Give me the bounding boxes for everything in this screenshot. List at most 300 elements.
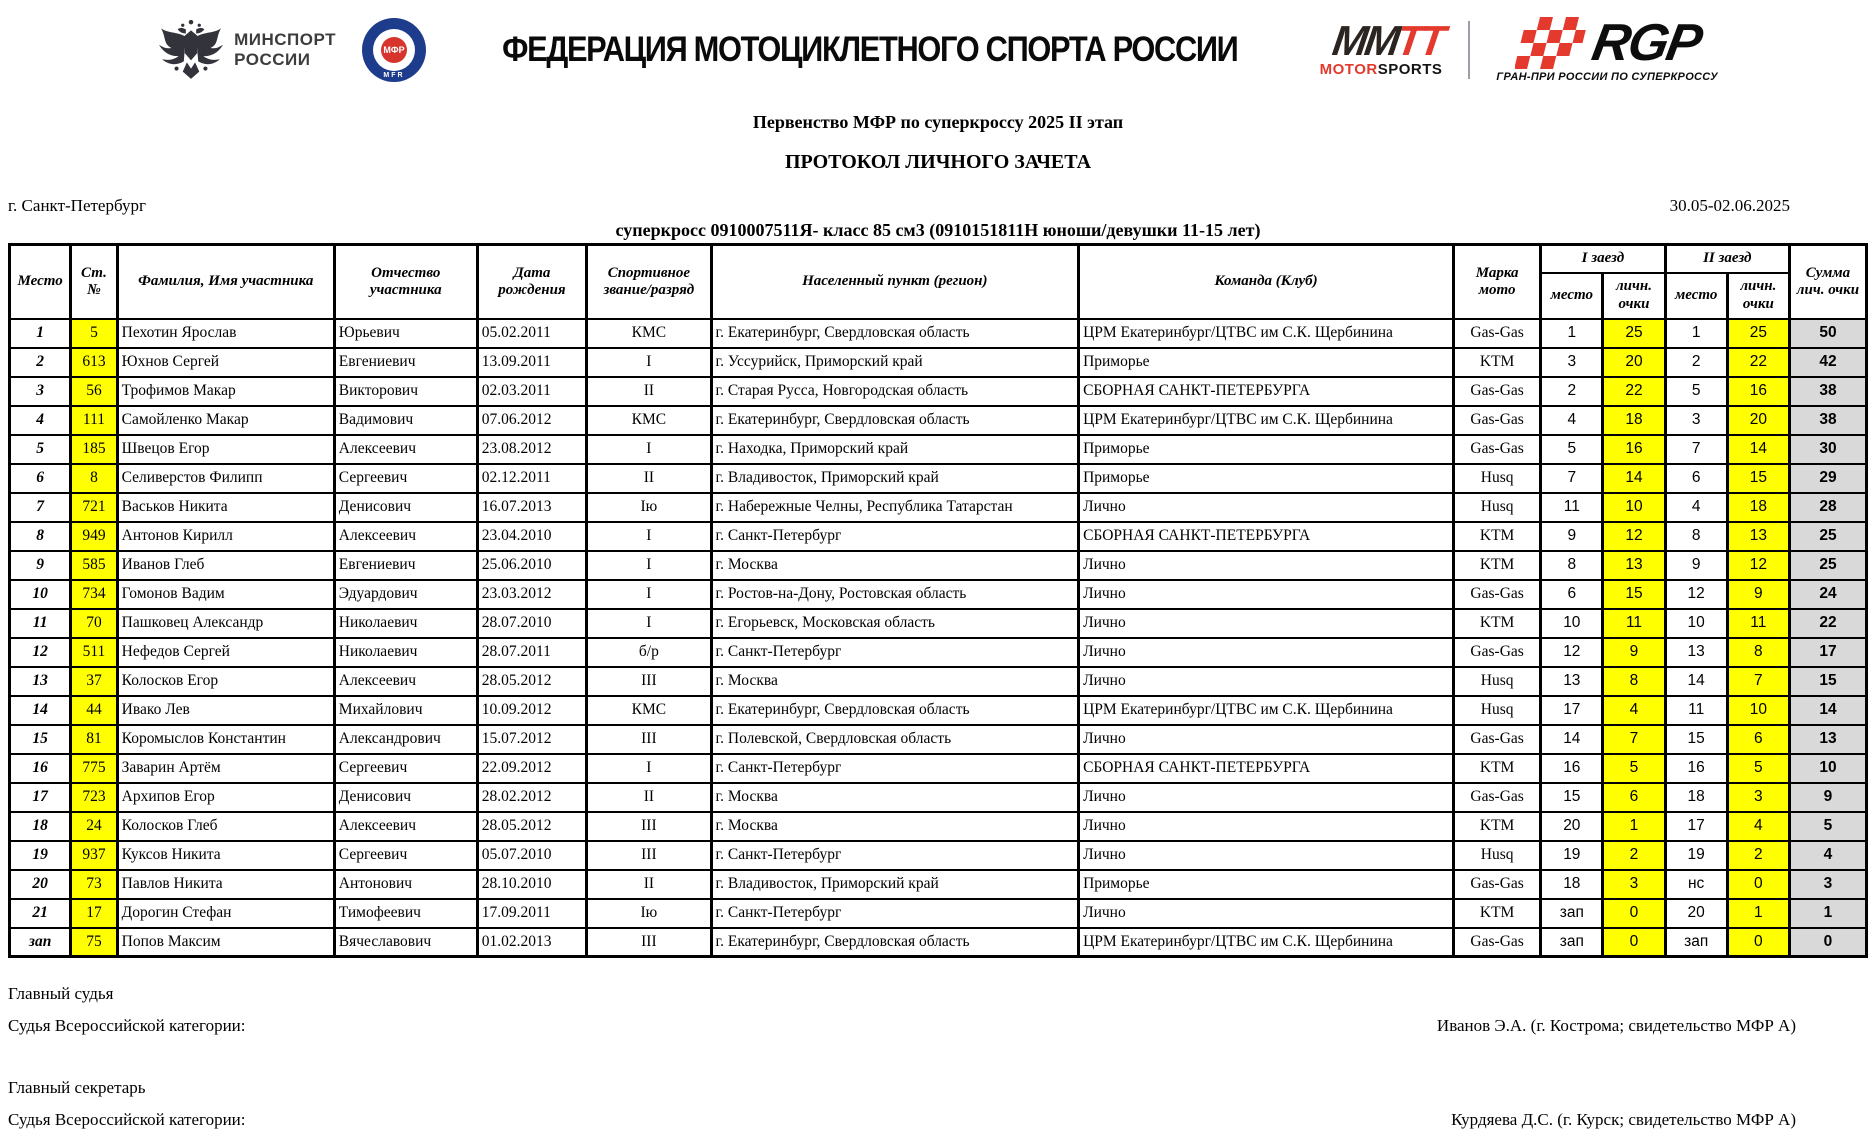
- cell-place: 13: [10, 667, 71, 696]
- cell-rank: Iю: [587, 899, 711, 928]
- cell-dob: 15.07.2012: [477, 725, 587, 754]
- cell-team: Лично: [1079, 812, 1454, 841]
- cell-team: ЦРМ Екатеринбург/ЦТВС им С.К. Щербинина: [1079, 696, 1454, 725]
- cell-r1_place: 3: [1541, 348, 1603, 377]
- result-row: [10, 377, 1867, 406]
- chief-judge-title: Главный судья: [8, 984, 114, 1003]
- cell-rank: III: [587, 841, 711, 870]
- cell-r2_place: 20: [1665, 899, 1727, 928]
- result-row: [10, 841, 1867, 870]
- cell-dob: 07.06.2012: [477, 406, 587, 435]
- cell-moto: KTM: [1454, 609, 1541, 638]
- mfr-logo-latin: MFR: [383, 72, 405, 79]
- chief-judge-line: [0, 1016, 1876, 1036]
- cell-patronymic: Алексеевич: [334, 522, 477, 551]
- cell-r2_pts: 0: [1727, 928, 1789, 957]
- cell-num: 56: [71, 377, 117, 406]
- minsport-label: МИНСПОРТ РОССИИ: [234, 30, 336, 69]
- chief-judge-category-label: Судья Всероссийской категории:: [8, 1016, 246, 1035]
- cell-patronymic: Викторович: [334, 377, 477, 406]
- cell-place: 15: [10, 725, 71, 754]
- results-tbody: [10, 319, 1867, 957]
- cell-moto: Gas-Gas: [1454, 319, 1541, 348]
- cell-rank: I: [587, 435, 711, 464]
- cell-r1_place: 15: [1541, 783, 1603, 812]
- cell-patronymic: Алексеевич: [334, 435, 477, 464]
- cell-r1_pts: 16: [1603, 435, 1665, 464]
- cell-r1_pts: 11: [1603, 609, 1665, 638]
- col-header-patronymic: Отчество участника: [334, 245, 477, 319]
- cell-r1_place: зап: [1541, 899, 1603, 928]
- cell-name: Попов Максим: [117, 928, 334, 957]
- cell-num: 937: [71, 841, 117, 870]
- cell-rank: I: [587, 551, 711, 580]
- cell-rank: КМС: [587, 406, 711, 435]
- cell-rank: КМС: [587, 319, 711, 348]
- col-header-dob: Дата рождения: [477, 245, 587, 319]
- cell-name: Самойленко Макар: [117, 406, 334, 435]
- cell-moto: Husq: [1454, 493, 1541, 522]
- cell-moto: Gas-Gas: [1454, 377, 1541, 406]
- cell-r2_pts: 0: [1727, 870, 1789, 899]
- cell-place: 19: [10, 841, 71, 870]
- chief-judge-name: Иванов Э.А. (г. Кострома; свидетельство МФР А): [1436, 1016, 1796, 1035]
- cell-team: Лично: [1079, 899, 1454, 928]
- cell-r1_pts: 7: [1603, 725, 1665, 754]
- cell-name: Дорогин Стефан: [117, 899, 334, 928]
- cell-city: г. Ростов-на-Дону, Ростовская область: [711, 580, 1079, 609]
- cell-place: 4: [10, 406, 71, 435]
- cell-r1_pts: 22: [1603, 377, 1665, 406]
- cell-city: г. Набережные Челны, Республика Татарстан: [711, 493, 1079, 522]
- cell-num: 75: [71, 928, 117, 957]
- col-header-place: Место: [10, 245, 71, 319]
- result-row: [10, 551, 1867, 580]
- minsport-logo: [158, 17, 336, 83]
- mmt-sports-text: SPORTS: [1377, 60, 1443, 78]
- cell-r2_place: 6: [1665, 464, 1727, 493]
- cell-rank: II: [587, 464, 711, 493]
- cell-city: г. Владивосток, Приморский край: [711, 464, 1079, 493]
- mmt-letters-dark: MM: [1329, 17, 1401, 65]
- cell-dob: 23.04.2010: [477, 522, 587, 551]
- cell-team: Приморье: [1079, 870, 1454, 899]
- cell-r1_pts: 10: [1603, 493, 1665, 522]
- cell-num: 723: [71, 783, 117, 812]
- cell-r2_pts: 15: [1727, 464, 1789, 493]
- cell-patronymic: Денисович: [334, 783, 477, 812]
- cell-r2_place: 11: [1665, 696, 1727, 725]
- cell-rank: III: [587, 725, 711, 754]
- rgp-logo-letters: RGP: [1587, 13, 1705, 72]
- cell-r1_place: 1: [1541, 319, 1603, 348]
- cell-moto: KTM: [1454, 551, 1541, 580]
- federation-title: ФЕДЕРАЦИЯ МОТОЦИКЛЕТНОГО СПОРТА РОССИИ: [502, 30, 1238, 69]
- result-row: [10, 435, 1867, 464]
- cell-moto: Husq: [1454, 667, 1541, 696]
- cell-patronymic: Антонович: [334, 870, 477, 899]
- cell-total: 0: [1789, 928, 1866, 957]
- cell-dob: 10.09.2012: [477, 696, 587, 725]
- cell-patronymic: Вячеславович: [334, 928, 477, 957]
- cell-r1_pts: 13: [1603, 551, 1665, 580]
- cell-rank: I: [587, 580, 711, 609]
- cell-r2_place: 17: [1665, 812, 1727, 841]
- cell-place: 11: [10, 609, 71, 638]
- cell-city: г. Санкт-Петербург: [711, 899, 1079, 928]
- cell-team: Лично: [1079, 580, 1454, 609]
- cell-city: г. Москва: [711, 783, 1079, 812]
- chief-secretary-line: [0, 1110, 1876, 1130]
- cell-name: Трофимов Макар: [117, 377, 334, 406]
- cell-num: 8: [71, 464, 117, 493]
- cell-total: 38: [1789, 377, 1866, 406]
- cell-r1_place: 8: [1541, 551, 1603, 580]
- cell-patronymic: Сергеевич: [334, 841, 477, 870]
- cell-patronymic: Эдуардович: [334, 580, 477, 609]
- col-header-moto: Марка мото: [1454, 245, 1541, 319]
- cell-patronymic: Николаевич: [334, 638, 477, 667]
- cell-rank: II: [587, 783, 711, 812]
- cell-r1_place: 9: [1541, 522, 1603, 551]
- cell-r1_pts: 3: [1603, 870, 1665, 899]
- cell-r2_pts: 2: [1727, 841, 1789, 870]
- cell-total: 4: [1789, 841, 1866, 870]
- cell-r2_place: зап: [1665, 928, 1727, 957]
- cell-r1_pts: 18: [1603, 406, 1665, 435]
- cell-r1_place: 7: [1541, 464, 1603, 493]
- cell-total: 17: [1789, 638, 1866, 667]
- cell-city: г. Владивосток, Приморский край: [711, 870, 1079, 899]
- result-row: [10, 667, 1867, 696]
- logo-band: [0, 0, 1876, 92]
- cell-r1_place: 10: [1541, 609, 1603, 638]
- cell-city: г. Санкт-Петербург: [711, 841, 1079, 870]
- cell-r2_place: 14: [1665, 667, 1727, 696]
- cell-r1_place: 11: [1541, 493, 1603, 522]
- cell-r1_place: 5: [1541, 435, 1603, 464]
- cell-r1_pts: 20: [1603, 348, 1665, 377]
- result-row: [10, 696, 1867, 725]
- cell-team: СБОРНАЯ САНКТ-ПЕТЕРБУРГА: [1079, 377, 1454, 406]
- cell-name: Ивако Лев: [117, 696, 334, 725]
- cell-rank: III: [587, 667, 711, 696]
- cell-num: 5: [71, 319, 117, 348]
- cell-r1_place: зап: [1541, 928, 1603, 957]
- cell-total: 14: [1789, 696, 1866, 725]
- cell-moto: Gas-Gas: [1454, 725, 1541, 754]
- cell-place: 17: [10, 783, 71, 812]
- cell-name: Швецов Егор: [117, 435, 334, 464]
- cell-r2_place: 10: [1665, 609, 1727, 638]
- cell-total: 9: [1789, 783, 1866, 812]
- cell-r1_place: 2: [1541, 377, 1603, 406]
- cell-total: 3: [1789, 870, 1866, 899]
- cell-total: 15: [1789, 667, 1866, 696]
- result-row: [10, 783, 1867, 812]
- cell-r2_pts: 20: [1727, 406, 1789, 435]
- cell-place: 18: [10, 812, 71, 841]
- cell-r1_pts: 4: [1603, 696, 1665, 725]
- cell-r1_pts: 2: [1603, 841, 1665, 870]
- cell-moto: KTM: [1454, 522, 1541, 551]
- cell-moto: KTM: [1454, 754, 1541, 783]
- cell-r1_pts: 5: [1603, 754, 1665, 783]
- cell-r1_place: 4: [1541, 406, 1603, 435]
- cell-rank: I: [587, 348, 711, 377]
- cell-patronymic: Евгениевич: [334, 551, 477, 580]
- chief-secretary-title: Главный секретарь: [8, 1078, 146, 1097]
- mmt-letters-red: TT: [1393, 17, 1446, 65]
- cell-r1_pts: 12: [1603, 522, 1665, 551]
- event-dates: 30.05-02.06.2025: [1669, 196, 1790, 215]
- cell-r2_place: 5: [1665, 377, 1727, 406]
- cell-dob: 01.02.2013: [477, 928, 587, 957]
- result-row: [10, 754, 1867, 783]
- cell-place: 5: [10, 435, 71, 464]
- cell-rank: I: [587, 754, 711, 783]
- cell-r2_place: 19: [1665, 841, 1727, 870]
- cell-r2_pts: 16: [1727, 377, 1789, 406]
- cell-num: 949: [71, 522, 117, 551]
- cell-dob: 05.07.2010: [477, 841, 587, 870]
- cell-r1_pts: 6: [1603, 783, 1665, 812]
- cell-city: г. Санкт-Петербург: [711, 638, 1079, 667]
- cell-team: Лично: [1079, 667, 1454, 696]
- cell-moto: Gas-Gas: [1454, 928, 1541, 957]
- cell-dob: 23.03.2012: [477, 580, 587, 609]
- cell-team: Лично: [1079, 493, 1454, 522]
- col-header-city: Населенный пункт (регион): [711, 245, 1079, 319]
- col-header-race2: II заезд: [1665, 245, 1789, 273]
- col-header-race1-place: место: [1541, 273, 1603, 319]
- cell-patronymic: Вадимович: [334, 406, 477, 435]
- cell-num: 721: [71, 493, 117, 522]
- protocol-title: ПРОТОКОЛ ЛИЧНОГО ЗАЧЕТА: [784, 151, 1092, 173]
- cell-num: 185: [71, 435, 117, 464]
- cell-place: 21: [10, 899, 71, 928]
- cell-r2_place: нс: [1665, 870, 1727, 899]
- cell-r2_place: 3: [1665, 406, 1727, 435]
- result-row: [10, 812, 1867, 841]
- result-row: [10, 928, 1867, 957]
- cell-team: Приморье: [1079, 464, 1454, 493]
- cell-moto: Husq: [1454, 464, 1541, 493]
- cell-moto: Gas-Gas: [1454, 435, 1541, 464]
- cell-city: г. Санкт-Петербург: [711, 522, 1079, 551]
- cell-patronymic: Алексеевич: [334, 667, 477, 696]
- result-row: [10, 609, 1867, 638]
- col-header-race2-points: личн. очки: [1727, 273, 1789, 319]
- cell-total: 13: [1789, 725, 1866, 754]
- cell-name: Колосков Глеб: [117, 812, 334, 841]
- cell-team: Лично: [1079, 841, 1454, 870]
- cell-num: 111: [71, 406, 117, 435]
- cell-r2_pts: 5: [1727, 754, 1789, 783]
- cell-r2_place: 18: [1665, 783, 1727, 812]
- cell-team: ЦРМ Екатеринбург/ЦТВС им С.К. Щербинина: [1079, 319, 1454, 348]
- cell-num: 81: [71, 725, 117, 754]
- cell-rank: б/р: [587, 638, 711, 667]
- result-row: [10, 870, 1867, 899]
- cell-place: 12: [10, 638, 71, 667]
- cell-dob: 28.02.2012: [477, 783, 587, 812]
- cell-patronymic: Тимофеевич: [334, 899, 477, 928]
- cell-r2_pts: 11: [1727, 609, 1789, 638]
- chief-secretary-category-label: Судья Всероссийской категории:: [8, 1110, 246, 1129]
- cell-patronymic: Сергеевич: [334, 464, 477, 493]
- cell-name: Павлов Никита: [117, 870, 334, 899]
- cell-team: Лично: [1079, 725, 1454, 754]
- cell-r2_pts: 9: [1727, 580, 1789, 609]
- cell-num: 44: [71, 696, 117, 725]
- cell-city: г. Москва: [711, 551, 1079, 580]
- cell-city: г. Екатеринбург, Свердловская область: [711, 696, 1079, 725]
- cell-team: Лично: [1079, 551, 1454, 580]
- cell-total: 25: [1789, 551, 1866, 580]
- cell-num: 73: [71, 870, 117, 899]
- cell-place: зап: [10, 928, 71, 957]
- cell-city: г. Екатеринбург, Свердловская область: [711, 406, 1079, 435]
- cell-num: 24: [71, 812, 117, 841]
- cell-name: Нефедов Сергей: [117, 638, 334, 667]
- cell-place: 3: [10, 377, 71, 406]
- cell-city: г. Екатеринбург, Свердловская область: [711, 928, 1079, 957]
- cell-dob: 28.05.2012: [477, 667, 587, 696]
- cell-r2_place: 9: [1665, 551, 1727, 580]
- cell-place: 10: [10, 580, 71, 609]
- cell-patronymic: Михайлович: [334, 696, 477, 725]
- cell-name: Архипов Егор: [117, 783, 334, 812]
- col-header-name: Фамилия, Имя участника: [117, 245, 334, 319]
- cell-r2_place: 8: [1665, 522, 1727, 551]
- cell-rank: III: [587, 812, 711, 841]
- cell-dob: 22.09.2012: [477, 754, 587, 783]
- cell-moto: Gas-Gas: [1454, 783, 1541, 812]
- cell-name: Васьков Никита: [117, 493, 334, 522]
- cell-moto: Gas-Gas: [1454, 638, 1541, 667]
- results-table: [8, 243, 1868, 958]
- cell-city: г. Уссурийск, Приморский край: [711, 348, 1079, 377]
- cell-r1_pts: 15: [1603, 580, 1665, 609]
- cell-r2_pts: 13: [1727, 522, 1789, 551]
- cell-r2_pts: 6: [1727, 725, 1789, 754]
- cell-place: 6: [10, 464, 71, 493]
- cell-r2_pts: 22: [1727, 348, 1789, 377]
- table-header-row-groups: [10, 245, 1867, 273]
- cell-r2_pts: 12: [1727, 551, 1789, 580]
- cell-name: Иванов Глеб: [117, 551, 334, 580]
- cell-r1_pts: 8: [1603, 667, 1665, 696]
- cell-team: ЦРМ Екатеринбург/ЦТВС им С.К. Щербинина: [1079, 928, 1454, 957]
- cell-rank: I: [587, 522, 711, 551]
- cell-city: г. Находка, Приморский край: [711, 435, 1079, 464]
- cell-r2_place: 4: [1665, 493, 1727, 522]
- minsport-eagle-icon: [158, 17, 224, 83]
- class-title: суперкросс 0910007511Я- класс 85 см3 (0910151811Н юноши/девушки 11-15 лет): [615, 220, 1261, 240]
- cell-place: 20: [10, 870, 71, 899]
- cell-place: 2: [10, 348, 71, 377]
- cell-patronymic: Николаевич: [334, 609, 477, 638]
- cell-team: Приморье: [1079, 435, 1454, 464]
- result-row: [10, 899, 1867, 928]
- cell-patronymic: Юрьевич: [334, 319, 477, 348]
- cell-patronymic: Евгениевич: [334, 348, 477, 377]
- cell-city: г. Москва: [711, 812, 1079, 841]
- cell-total: 5: [1789, 812, 1866, 841]
- mfr-logo-icon: [362, 18, 426, 82]
- col-header-total: Сумма лич. очки: [1789, 245, 1866, 319]
- cell-num: 37: [71, 667, 117, 696]
- cell-patronymic: Сергеевич: [334, 754, 477, 783]
- event-city: г. Санкт-Петербург: [8, 196, 146, 215]
- mmt-logo-letters: [1329, 17, 1446, 65]
- cell-r2_pts: 18: [1727, 493, 1789, 522]
- officials-footer: [0, 984, 1876, 1130]
- cell-r2_pts: 14: [1727, 435, 1789, 464]
- cell-team: ЦРМ Екатеринбург/ЦТВС им С.К. Щербинина: [1079, 406, 1454, 435]
- col-header-team: Команда (Клуб): [1079, 245, 1454, 319]
- cell-num: 734: [71, 580, 117, 609]
- cell-num: 70: [71, 609, 117, 638]
- cell-place: 8: [10, 522, 71, 551]
- cell-team: Лично: [1079, 609, 1454, 638]
- cell-total: 29: [1789, 464, 1866, 493]
- cell-name: Куксов Никита: [117, 841, 334, 870]
- cell-r2_pts: 10: [1727, 696, 1789, 725]
- cell-moto: Husq: [1454, 696, 1541, 725]
- cell-r1_pts: 0: [1603, 928, 1665, 957]
- cell-r1_place: 20: [1541, 812, 1603, 841]
- chief-secretary-name: Курдяева Д.С. (г. Курск; свидетельство МФР А): [1451, 1110, 1796, 1129]
- col-header-race2-place: место: [1665, 273, 1727, 319]
- cell-r2_pts: 7: [1727, 667, 1789, 696]
- cell-r1_place: 13: [1541, 667, 1603, 696]
- col-header-race1: I заезд: [1541, 245, 1665, 273]
- cell-name: Пехотин Ярослав: [117, 319, 334, 348]
- cell-team: Лично: [1079, 783, 1454, 812]
- result-row: [10, 319, 1867, 348]
- cell-r1_place: 18: [1541, 870, 1603, 899]
- cell-city: г. Полевской, Свердловская область: [711, 725, 1079, 754]
- cell-r2_place: 12: [1665, 580, 1727, 609]
- cell-r1_pts: 0: [1603, 899, 1665, 928]
- cell-r1_place: 12: [1541, 638, 1603, 667]
- cell-total: 50: [1789, 319, 1866, 348]
- cell-rank: II: [587, 377, 711, 406]
- cell-r2_place: 13: [1665, 638, 1727, 667]
- cell-city: г. Старая Русса, Новгородская область: [711, 377, 1079, 406]
- cell-name: Юхнов Сергей: [117, 348, 334, 377]
- cell-name: Колосков Егор: [117, 667, 334, 696]
- cell-total: 25: [1789, 522, 1866, 551]
- cell-dob: 28.07.2011: [477, 638, 587, 667]
- cell-total: 30: [1789, 435, 1866, 464]
- cell-name: Антонов Кирилл: [117, 522, 334, 551]
- cell-dob: 25.06.2010: [477, 551, 587, 580]
- mmt-motorsports-logo: [1319, 17, 1446, 78]
- cell-dob: 17.09.2011: [477, 899, 587, 928]
- event-title: Первенство МФР по суперкроссу 2025 II этап: [752, 112, 1124, 132]
- cell-dob: 02.12.2011: [477, 464, 587, 493]
- cell-r1_place: 16: [1541, 754, 1603, 783]
- cell-r2_pts: 1: [1727, 899, 1789, 928]
- cell-moto: KTM: [1454, 812, 1541, 841]
- cell-r2_place: 15: [1665, 725, 1727, 754]
- cell-moto: Gas-Gas: [1454, 406, 1541, 435]
- rgp-checkered-flag-icon: [1515, 17, 1589, 69]
- cell-r2_pts: 3: [1727, 783, 1789, 812]
